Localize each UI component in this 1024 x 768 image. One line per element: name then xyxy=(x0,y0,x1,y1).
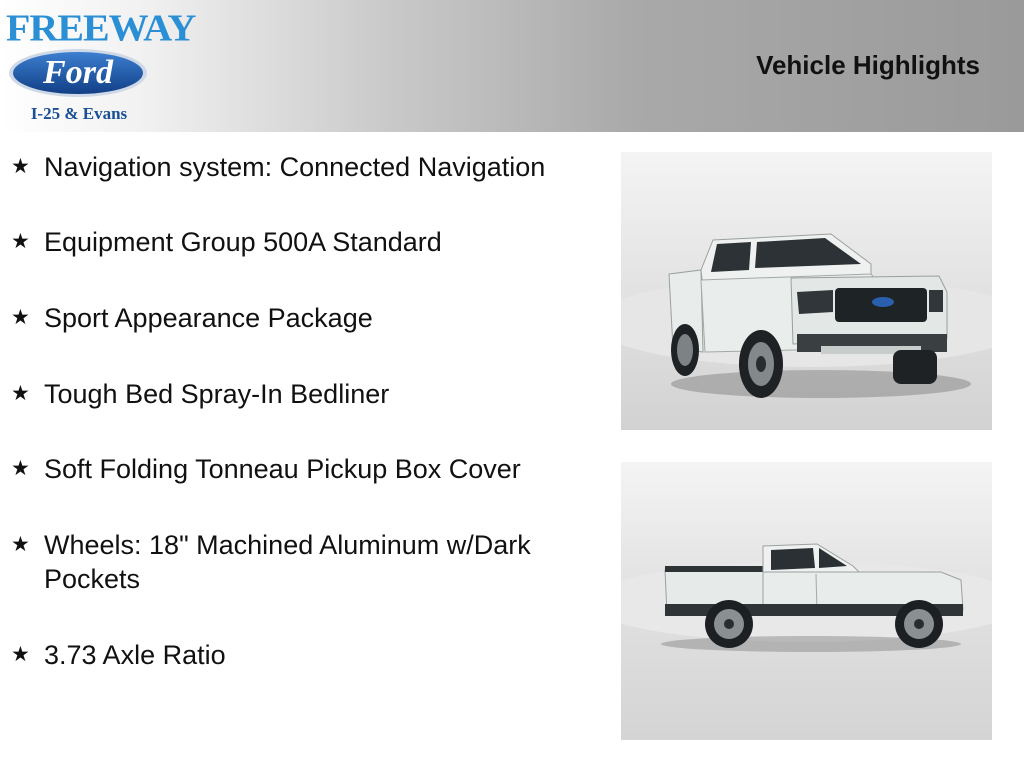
logo-location-text: I-25 & Evans xyxy=(30,104,128,123)
header-banner xyxy=(0,0,1024,132)
feature-text: Tough Bed Spray-In Bedliner xyxy=(44,379,390,409)
logo-freeway-text: FREEWAY xyxy=(6,6,196,49)
truck-side-profile-photo[interactable] xyxy=(621,462,992,740)
feature-item xyxy=(0,377,560,411)
feature-item xyxy=(0,452,560,486)
pickup-truck-side-icon xyxy=(621,462,992,740)
feature-item xyxy=(0,225,560,259)
star-icon: ★ xyxy=(11,533,30,556)
feature-text: Soft Folding Tonneau Pickup Box Cover xyxy=(44,454,521,484)
truck-front-three-quarter-photo[interactable] xyxy=(621,152,992,430)
feature-text: Wheels: 18" Machined Aluminum w/Dark Pockets xyxy=(44,530,531,594)
star-icon: ★ xyxy=(11,643,30,666)
dealer-logo[interactable] xyxy=(6,4,196,126)
logo-ford-script: Ford xyxy=(43,54,113,91)
feature-text: 3.73 Axle Ratio xyxy=(44,640,226,670)
star-icon: ★ xyxy=(11,306,30,329)
feature-text: Navigation system: Connected Navigation xyxy=(44,152,546,182)
pickup-truck-front-icon xyxy=(621,152,992,430)
feature-item xyxy=(0,638,560,672)
feature-list xyxy=(0,150,560,672)
feature-item xyxy=(0,150,560,184)
star-icon: ★ xyxy=(11,230,30,253)
star-icon: ★ xyxy=(11,457,30,480)
page-title: Vehicle Highlights xyxy=(756,50,980,80)
feature-item xyxy=(0,528,560,596)
feature-item xyxy=(0,301,560,335)
feature-text: Sport Appearance Package xyxy=(44,303,373,333)
star-icon: ★ xyxy=(11,382,30,405)
star-icon: ★ xyxy=(11,155,30,178)
feature-text: Equipment Group 500A Standard xyxy=(44,227,442,257)
